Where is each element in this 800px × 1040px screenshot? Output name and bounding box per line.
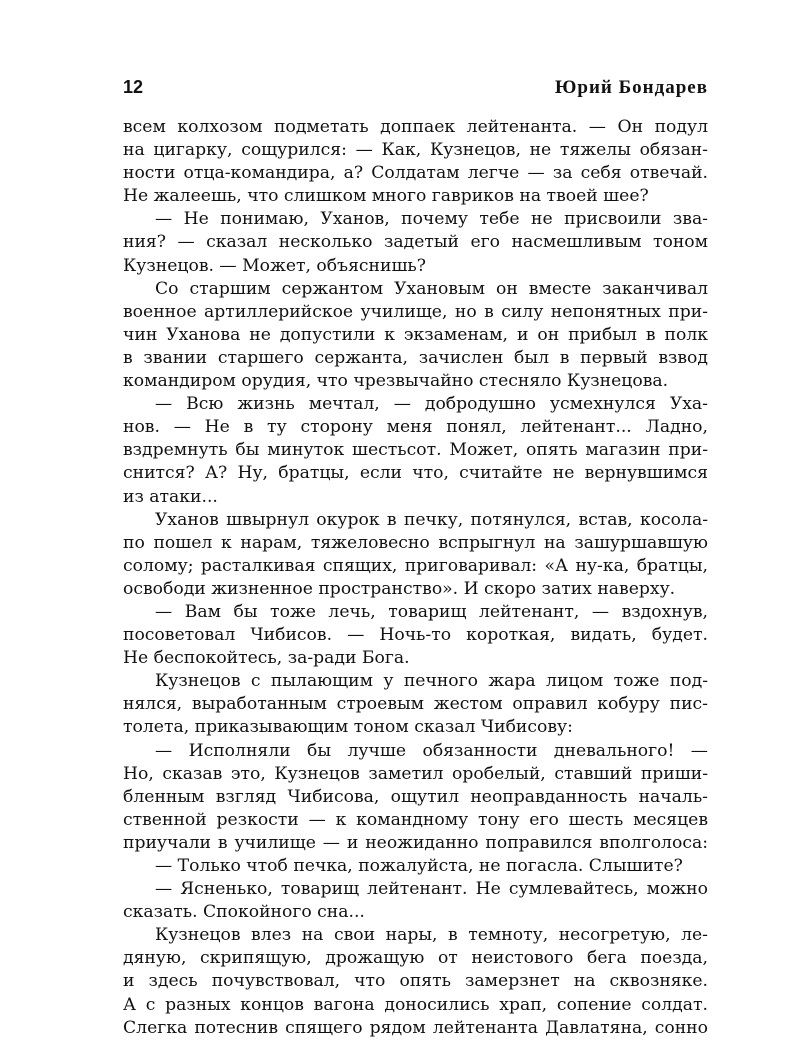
text-line: нялся, выработанным строевым жестом оправил кобуру пис- [123,694,708,715]
text-line: Со старшим сержантом Ухановым он вместе заканчивал [155,278,708,299]
text-line: и здесь почувствовал, что опять замерзнет на сквозняке. [123,971,708,992]
text-line: нов. — Не в ту сторону меня понял, лейтенант... Ладно, [123,417,708,438]
text-line: — Только чтоб печка, пожалуйста, не погасла. Слышите? [155,856,683,876]
text-line: — Всю жизнь мечтал, — добродушно усмехнулся Уха- [155,394,708,415]
text-line: всем колхозом подметать доппаек лейтенанта. — Он подул [123,117,708,137]
text-line: чин Уханова не допустили к экзаменам, и он прибыл в полк [123,324,708,345]
text-line: сказать. Спокойного сна... [123,902,365,923]
body-text [123,116,708,1040]
text-line: Кузнецов. — Может, объяснишь? [123,255,426,276]
text-line: толета, приказывающим тоном сказал Чибисову: [123,717,573,738]
author-name: Юрий Бондарев [555,77,708,98]
text-line: ния? — сказал несколько задетый его насмешливым тоном [123,232,708,253]
text-line: на цигарку, сощурился: — Как, Кузнецов, не тяжелы обязан- [123,140,708,161]
text-line: Кузнецов с пылающим у печного жара лицом тоже под- [155,671,708,692]
text-line: Слегка потеснив спящего рядом лейтенанта Давлатяна, сонно [123,1017,708,1038]
text-line: из атаки... [123,486,218,507]
text-line: ности отца-командира, а? Солдатам легче — за себя отвечай. [123,163,708,184]
running-head [123,77,708,101]
text-line: Уханов швырнул окурок в печку, потянулся, встав, косола- [155,509,708,530]
text-line: — Не понимаю, Уханов, почему тебе не присвоили зва- [155,209,708,230]
text-line: — Вам бы тоже лечь, товарищ лейтенант, — вздохнув, [155,601,708,622]
text-line: — Ясненько, товарищ лейтенант. Не сумлевайтесь, можно [155,879,708,900]
text-line: освободи жизненное пространство». И скоро затих наверху. [123,578,676,599]
text-line: Не беспокойтесь, за-ради Бога. [123,648,410,669]
text-line: по пошел к нарам, тяжеловесно вспрыгнул на зашуршавшую [123,532,708,553]
text-line: вздремнуть бы минуток шестьсот. Может, опять магазин при- [123,440,708,461]
text-line: приучали в училище — и неожиданно поправился вполголоса: [123,832,708,853]
text-line: Не жалеешь, что слишком много гавриков на твоей шее? [123,186,649,207]
text-line: в звании старшего сержанта, зачислен был в первый взвод [123,347,708,368]
text-line: ственной резкости — к командному тону его шесть месяцев [123,809,708,830]
text-line: командиром орудия, что чрезвычайно стесняло Кузнецова. [123,371,669,392]
text-line: — Исполняли бы лучше обязанности дневального! — [155,740,708,761]
text-line: посоветовал Чибисов. — Ночь-то короткая, видать, будет. [123,625,708,646]
text-line: снится? А? Ну, братцы, если что, считайте не вернувшимся [123,463,708,484]
page-number: 12 [123,77,144,97]
text-line: А с разных концов вагона доносились храп, сопение солдат. [123,994,708,1015]
text-line: солому; расталкивая спящих, приговаривал: «А ну-ка, братцы, [123,555,708,576]
text-line: дяную, скрипящую, дрожащую от неистового бега поезда, [123,948,708,969]
text-line: бленным взгляд Чибисова, ощутил неоправданность началь- [123,786,708,807]
text-line: Но, сказав это, Кузнецов заметил оробелый, ставший приши- [123,763,708,784]
text-line: Кузнецов влез на свои нары, в темноту, несогретую, ле- [155,925,708,946]
text-line: военное артиллерийское училище, но в силу непонятных при- [123,301,708,322]
